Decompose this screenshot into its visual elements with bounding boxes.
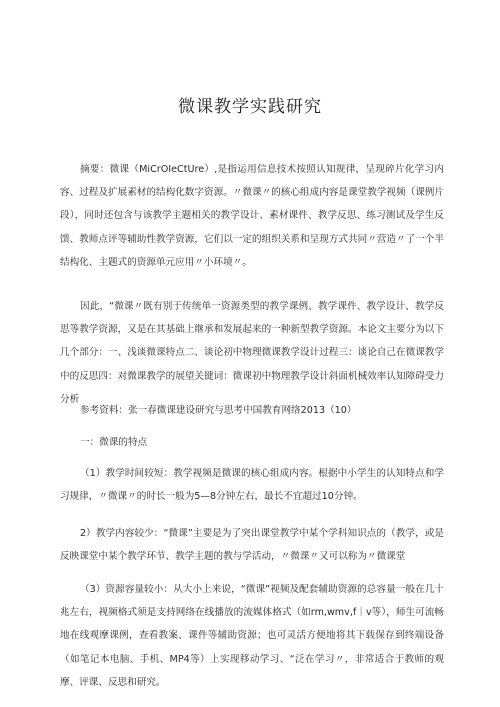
abstract-paragraph: 摘要：微课（MiCrOIeCtUre）,是指运用信息技术按照认知规律，呈现碎片化学习内容、过程及扩展素材的结构化数字资源。〃微课〃的核心组成内容是课堂教学视频（课例片段），同时还包含与该教学主题相关的教学设计、素材课件、教学反思、练习测试及学生反馈、教师点评等辅助性教学资源，它们以一定的组织关系和呈现方式共同〃营造〃了一个半结构化、主题式的资源单元应用〃小环境〃。 (60, 164, 444, 268)
intro-paragraph: 因此，“微课〃既有别于传统单一资源类型的教学课例、教学课件、教学设计、教学反思等教学资源，又是在其基础上继承和发展起来的一种新型教学资源。本论文主要分为以下几个部分：一、浅谈微课特点二、谈论初中物理微课教学设计过程三：谈论自己在微课教学中的反思四：对微课教学的展望关键词：微课初中物理教学设计斜面机械效率认知障碍受力分析 (60, 301, 444, 405)
point-1-paragraph: （1）教学时间较短：教学视频是微课的核心组成内容。根据中小学生的认知特点和学习规律，〃微课〃的时长一般为5—8分钟左右，最长不宜超过10分钟。 (60, 468, 444, 503)
point-2-paragraph: 2）教学内容较少：“微课”主要是为了突出课堂教学中某个学科知识点的（教学，或是反映课堂中某个教学环节、教学主题的教与学活动，〃微课〃又可以称为〃微课堂 (60, 528, 444, 563)
point-3-paragraph: （3）资源容量较小：从大小上来说，“微课”视频及配套辅助资源的总容量一般在几十兆左右，视频格式须是支持网络在线播放的流媒体格式（如rm,wmv,f｜v等），师生可流畅地在线观摩课例，查看教案、课件等辅助资源；也可灵活方便地将其下载保存到终端设备（如笔记本电脑、手机、MP4等）上实现移动学习、“泛在学习〃，非常适合于教师的观摩、评课、反思和研究。 (60, 584, 444, 688)
reference-line: 参考资料：张一春微课建设研究与思考中国教育网络2013（10） (80, 405, 357, 416)
section-heading: 一：微课的特点 (80, 437, 148, 448)
page-title: 微课教学实践研究 (178, 97, 322, 117)
